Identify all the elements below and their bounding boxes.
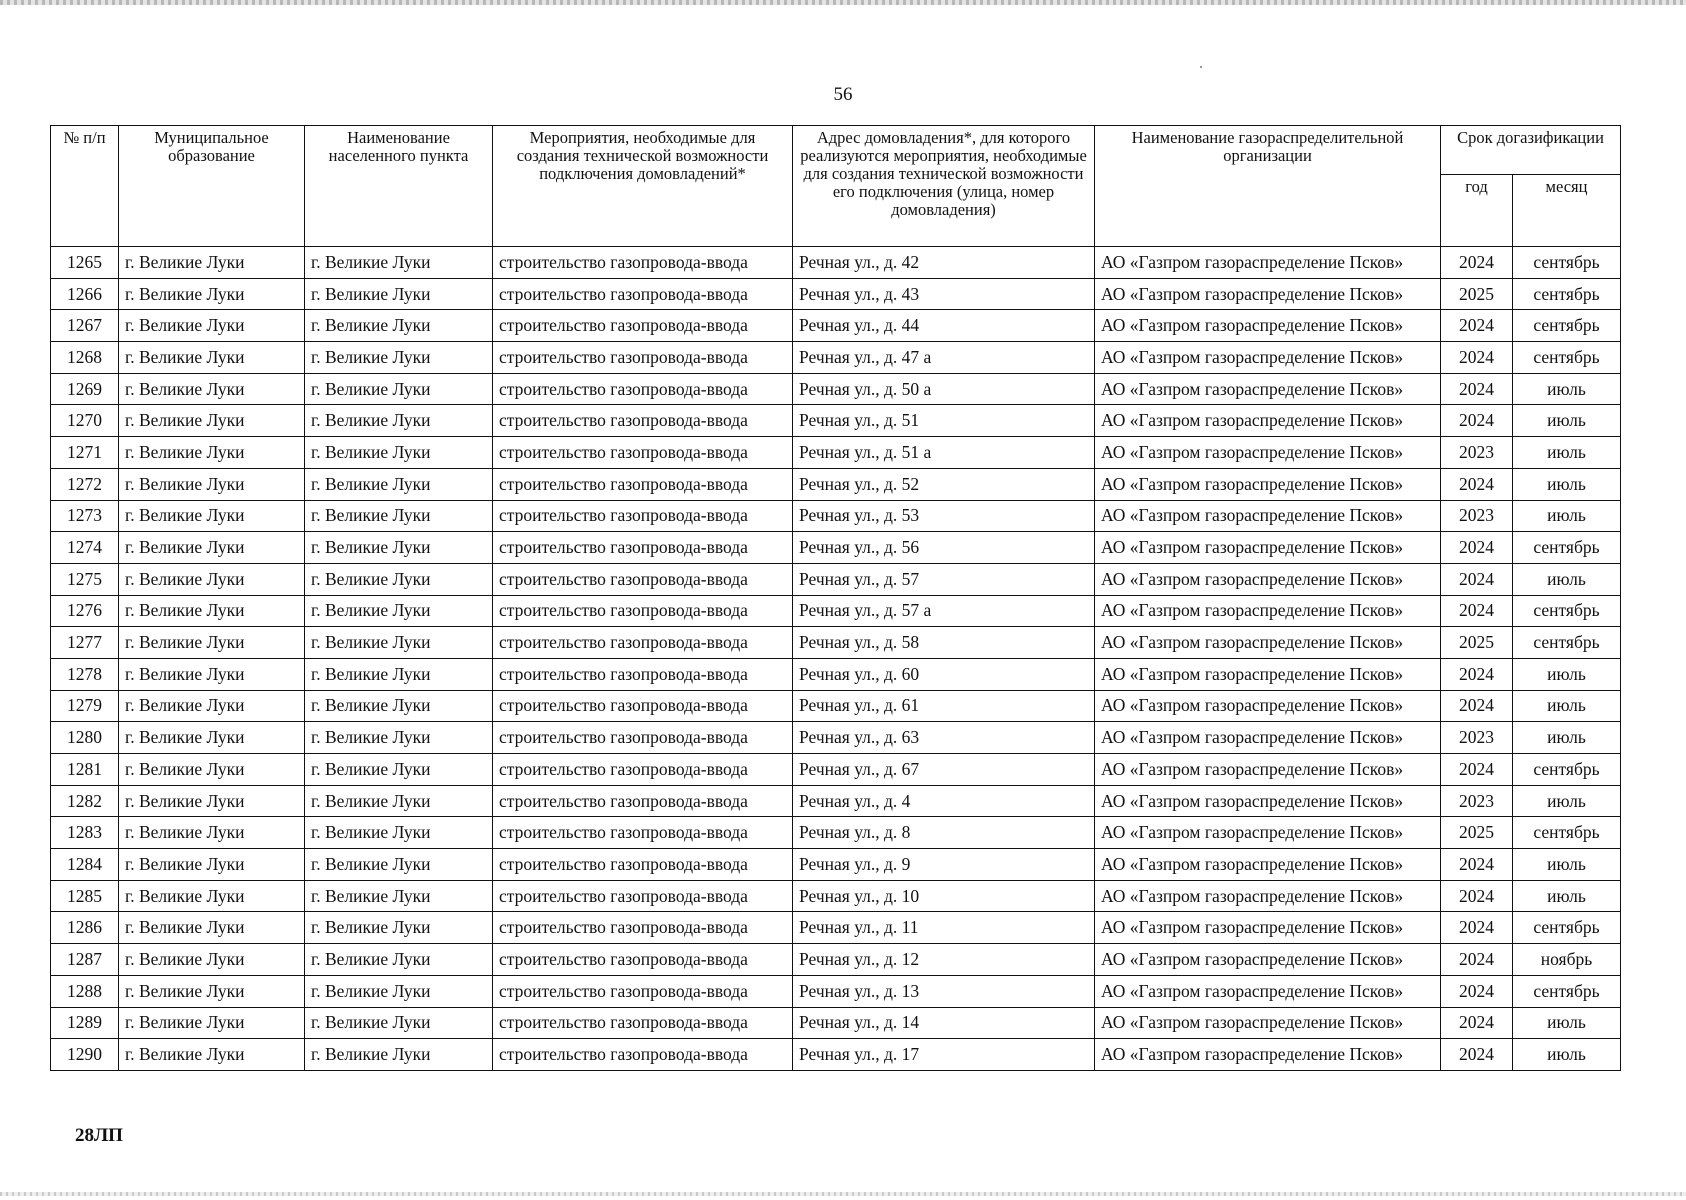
table-row bbox=[51, 944, 1621, 976]
cell-address: Речная ул., д. 56 bbox=[793, 532, 1095, 564]
cell-num: 1266 bbox=[51, 278, 119, 310]
cell-measure: строительство газопровода-ввода bbox=[493, 373, 793, 405]
cell-municipality: г. Великие Луки bbox=[119, 247, 305, 279]
cell-municipality: г. Великие Луки bbox=[119, 563, 305, 595]
cell-year: 2024 bbox=[1441, 975, 1513, 1007]
cell-year: 2024 bbox=[1441, 468, 1513, 500]
cell-month: июль bbox=[1513, 563, 1621, 595]
cell-municipality: г. Великие Луки bbox=[119, 817, 305, 849]
cell-settlement: г. Великие Луки bbox=[305, 690, 493, 722]
table-row bbox=[51, 247, 1621, 279]
header-deadline: Срок догазификации bbox=[1441, 126, 1621, 175]
cell-settlement: г. Великие Луки bbox=[305, 722, 493, 754]
cell-month: июль bbox=[1513, 500, 1621, 532]
cell-year: 2023 bbox=[1441, 785, 1513, 817]
cell-address: Речная ул., д. 51 bbox=[793, 405, 1095, 437]
cell-address: Речная ул., д. 53 bbox=[793, 500, 1095, 532]
cell-municipality: г. Великие Луки bbox=[119, 627, 305, 659]
table-row bbox=[51, 563, 1621, 595]
cell-month: июль bbox=[1513, 437, 1621, 469]
cell-municipality: г. Великие Луки bbox=[119, 595, 305, 627]
cell-measure: строительство газопровода-ввода bbox=[493, 690, 793, 722]
cell-month: сентябрь bbox=[1513, 975, 1621, 1007]
cell-settlement: г. Великие Луки bbox=[305, 975, 493, 1007]
cell-year: 2024 bbox=[1441, 912, 1513, 944]
cell-num: 1279 bbox=[51, 690, 119, 722]
cell-measure: строительство газопровода-ввода bbox=[493, 849, 793, 881]
cell-address: Речная ул., д. 43 bbox=[793, 278, 1095, 310]
cell-settlement: г. Великие Луки bbox=[305, 627, 493, 659]
cell-year: 2024 bbox=[1441, 405, 1513, 437]
cell-settlement: г. Великие Луки bbox=[305, 342, 493, 374]
cell-measure: строительство газопровода-ввода bbox=[493, 563, 793, 595]
cell-month: сентябрь bbox=[1513, 595, 1621, 627]
header-month: месяц bbox=[1513, 174, 1621, 246]
cell-address: Речная ул., д. 52 bbox=[793, 468, 1095, 500]
cell-month: сентябрь bbox=[1513, 817, 1621, 849]
cell-year: 2024 bbox=[1441, 310, 1513, 342]
cell-municipality: г. Великие Луки bbox=[119, 278, 305, 310]
cell-organization: АО «Газпром газораспределение Псков» bbox=[1095, 342, 1441, 374]
cell-year: 2024 bbox=[1441, 595, 1513, 627]
cell-municipality: г. Великие Луки bbox=[119, 754, 305, 786]
cell-settlement: г. Великие Луки bbox=[305, 880, 493, 912]
cell-year: 2025 bbox=[1441, 278, 1513, 310]
cell-year: 2023 bbox=[1441, 722, 1513, 754]
cell-year: 2024 bbox=[1441, 880, 1513, 912]
cell-organization: АО «Газпром газораспределение Псков» bbox=[1095, 627, 1441, 659]
cell-year: 2025 bbox=[1441, 627, 1513, 659]
cell-num: 1284 bbox=[51, 849, 119, 881]
cell-settlement: г. Великие Луки bbox=[305, 912, 493, 944]
cell-num: 1278 bbox=[51, 658, 119, 690]
cell-municipality: г. Великие Луки bbox=[119, 373, 305, 405]
cell-measure: строительство газопровода-ввода bbox=[493, 785, 793, 817]
table-row bbox=[51, 595, 1621, 627]
footer-code: 28ЛП bbox=[75, 1125, 123, 1146]
cell-measure: строительство газопровода-ввода bbox=[493, 817, 793, 849]
cell-settlement: г. Великие Луки bbox=[305, 785, 493, 817]
table-row bbox=[51, 817, 1621, 849]
table-row bbox=[51, 690, 1621, 722]
header-address: Адрес домовладения*, для которого реализуются мероприятия, необходимые для создания технической возможности его подключения (улица, номер домовладения) bbox=[793, 126, 1095, 247]
cell-municipality: г. Великие Луки bbox=[119, 690, 305, 722]
cell-num: 1280 bbox=[51, 722, 119, 754]
cell-municipality: г. Великие Луки bbox=[119, 468, 305, 500]
cell-year: 2024 bbox=[1441, 373, 1513, 405]
cell-municipality: г. Великие Луки bbox=[119, 1007, 305, 1039]
cell-organization: АО «Газпром газораспределение Псков» bbox=[1095, 754, 1441, 786]
table-row bbox=[51, 500, 1621, 532]
cell-organization: АО «Газпром газораспределение Псков» bbox=[1095, 437, 1441, 469]
cell-settlement: г. Великие Луки bbox=[305, 310, 493, 342]
cell-year: 2024 bbox=[1441, 1039, 1513, 1071]
cell-organization: АО «Газпром газораспределение Псков» bbox=[1095, 532, 1441, 564]
cell-month: ноябрь bbox=[1513, 944, 1621, 976]
cell-num: 1268 bbox=[51, 342, 119, 374]
cell-settlement: г. Великие Луки bbox=[305, 944, 493, 976]
cell-num: 1271 bbox=[51, 437, 119, 469]
cell-address: Речная ул., д. 60 bbox=[793, 658, 1095, 690]
cell-municipality: г. Великие Луки bbox=[119, 658, 305, 690]
cell-organization: АО «Газпром газораспределение Псков» bbox=[1095, 722, 1441, 754]
cell-measure: строительство газопровода-ввода bbox=[493, 975, 793, 1007]
cell-measure: строительство газопровода-ввода bbox=[493, 627, 793, 659]
table-row bbox=[51, 532, 1621, 564]
cell-month: сентябрь bbox=[1513, 754, 1621, 786]
table-row bbox=[51, 1039, 1621, 1071]
cell-address: Речная ул., д. 12 bbox=[793, 944, 1095, 976]
table-row bbox=[51, 373, 1621, 405]
cell-measure: строительство газопровода-ввода bbox=[493, 944, 793, 976]
cell-address: Речная ул., д. 17 bbox=[793, 1039, 1095, 1071]
cell-month: июль bbox=[1513, 405, 1621, 437]
table-row bbox=[51, 1007, 1621, 1039]
table-row bbox=[51, 754, 1621, 786]
cell-year: 2025 bbox=[1441, 817, 1513, 849]
cell-address: Речная ул., д. 44 bbox=[793, 310, 1095, 342]
cell-num: 1274 bbox=[51, 532, 119, 564]
cell-measure: строительство газопровода-ввода bbox=[493, 595, 793, 627]
header-year: год bbox=[1441, 174, 1513, 246]
cell-municipality: г. Великие Луки bbox=[119, 405, 305, 437]
cell-num: 1276 bbox=[51, 595, 119, 627]
cell-address: Речная ул., д. 51 а bbox=[793, 437, 1095, 469]
cell-measure: строительство газопровода-ввода bbox=[493, 754, 793, 786]
header-organization: Наименование газораспределительной организации bbox=[1095, 126, 1441, 247]
cell-month: июль bbox=[1513, 373, 1621, 405]
cell-organization: АО «Газпром газораспределение Псков» bbox=[1095, 1039, 1441, 1071]
cell-address: Речная ул., д. 8 bbox=[793, 817, 1095, 849]
cell-organization: АО «Газпром газораспределение Псков» bbox=[1095, 500, 1441, 532]
cell-year: 2024 bbox=[1441, 944, 1513, 976]
table-row bbox=[51, 437, 1621, 469]
table-row bbox=[51, 342, 1621, 374]
cell-address: Речная ул., д. 42 bbox=[793, 247, 1095, 279]
cell-measure: строительство газопровода-ввода bbox=[493, 468, 793, 500]
cell-municipality: г. Великие Луки bbox=[119, 437, 305, 469]
cell-address: Речная ул., д. 47 а bbox=[793, 342, 1095, 374]
cell-municipality: г. Великие Луки bbox=[119, 849, 305, 881]
cell-organization: АО «Газпром газораспределение Псков» bbox=[1095, 944, 1441, 976]
cell-num: 1286 bbox=[51, 912, 119, 944]
scan-edge-bottom bbox=[0, 1192, 1686, 1196]
cell-month: сентябрь bbox=[1513, 627, 1621, 659]
cell-num: 1273 bbox=[51, 500, 119, 532]
cell-settlement: г. Великие Луки bbox=[305, 278, 493, 310]
header-municipality: Муниципальное образование bbox=[119, 126, 305, 247]
cell-settlement: г. Великие Луки bbox=[305, 658, 493, 690]
header-measures: Мероприятия, необходимые для создания технической возможности подключения домовладений* bbox=[493, 126, 793, 247]
cell-month: сентябрь bbox=[1513, 247, 1621, 279]
cell-address: Речная ул., д. 14 bbox=[793, 1007, 1095, 1039]
cell-num: 1269 bbox=[51, 373, 119, 405]
cell-month: июль bbox=[1513, 722, 1621, 754]
cell-measure: строительство газопровода-ввода bbox=[493, 912, 793, 944]
cell-settlement: г. Великие Луки bbox=[305, 437, 493, 469]
cell-measure: строительство газопровода-ввода bbox=[493, 1007, 793, 1039]
table-row bbox=[51, 310, 1621, 342]
cell-organization: АО «Газпром газораспределение Псков» bbox=[1095, 278, 1441, 310]
cell-measure: строительство газопровода-ввода bbox=[493, 880, 793, 912]
cell-num: 1289 bbox=[51, 1007, 119, 1039]
cell-month: июль bbox=[1513, 849, 1621, 881]
cell-address: Речная ул., д. 57 bbox=[793, 563, 1095, 595]
table-row bbox=[51, 849, 1621, 881]
table-row bbox=[51, 658, 1621, 690]
cell-settlement: г. Великие Луки bbox=[305, 1007, 493, 1039]
scan-speck bbox=[1200, 66, 1202, 68]
header-settlement: Наименование населенного пункта bbox=[305, 126, 493, 247]
cell-month: сентябрь bbox=[1513, 342, 1621, 374]
table-row bbox=[51, 880, 1621, 912]
table-row bbox=[51, 785, 1621, 817]
cell-month: июль bbox=[1513, 1007, 1621, 1039]
cell-organization: АО «Газпром газораспределение Псков» bbox=[1095, 658, 1441, 690]
cell-measure: строительство газопровода-ввода bbox=[493, 437, 793, 469]
cell-year: 2023 bbox=[1441, 500, 1513, 532]
cell-organization: АО «Газпром газораспределение Псков» bbox=[1095, 373, 1441, 405]
cell-month: сентябрь bbox=[1513, 912, 1621, 944]
table-body bbox=[51, 247, 1621, 1071]
cell-num: 1290 bbox=[51, 1039, 119, 1071]
cell-municipality: г. Великие Луки bbox=[119, 532, 305, 564]
cell-num: 1275 bbox=[51, 563, 119, 595]
cell-address: Речная ул., д. 4 bbox=[793, 785, 1095, 817]
cell-num: 1270 bbox=[51, 405, 119, 437]
page-number: 56 bbox=[833, 84, 853, 105]
cell-organization: АО «Газпром газораспределение Псков» bbox=[1095, 468, 1441, 500]
cell-organization: АО «Газпром газораспределение Псков» bbox=[1095, 1007, 1441, 1039]
cell-measure: строительство газопровода-ввода bbox=[493, 247, 793, 279]
cell-num: 1277 bbox=[51, 627, 119, 659]
cell-address: Речная ул., д. 57 а bbox=[793, 595, 1095, 627]
cell-municipality: г. Великие Луки bbox=[119, 944, 305, 976]
cell-measure: строительство газопровода-ввода bbox=[493, 342, 793, 374]
cell-settlement: г. Великие Луки bbox=[305, 754, 493, 786]
cell-organization: АО «Газпром газораспределение Псков» bbox=[1095, 563, 1441, 595]
cell-settlement: г. Великие Луки bbox=[305, 500, 493, 532]
table-row bbox=[51, 722, 1621, 754]
cell-settlement: г. Великие Луки bbox=[305, 595, 493, 627]
cell-organization: АО «Газпром газораспределение Псков» bbox=[1095, 405, 1441, 437]
cell-month: июль bbox=[1513, 690, 1621, 722]
cell-num: 1285 bbox=[51, 880, 119, 912]
cell-num: 1287 bbox=[51, 944, 119, 976]
cell-organization: АО «Газпром газораспределение Псков» bbox=[1095, 975, 1441, 1007]
cell-municipality: г. Великие Луки bbox=[119, 310, 305, 342]
cell-address: Речная ул., д. 67 bbox=[793, 754, 1095, 786]
cell-settlement: г. Великие Луки bbox=[305, 247, 493, 279]
cell-year: 2024 bbox=[1441, 658, 1513, 690]
cell-municipality: г. Великие Луки bbox=[119, 975, 305, 1007]
table-row bbox=[51, 912, 1621, 944]
cell-num: 1272 bbox=[51, 468, 119, 500]
cell-year: 2024 bbox=[1441, 754, 1513, 786]
cell-settlement: г. Великие Луки bbox=[305, 1039, 493, 1071]
cell-organization: АО «Газпром газораспределение Псков» bbox=[1095, 310, 1441, 342]
cell-address: Речная ул., д. 63 bbox=[793, 722, 1095, 754]
cell-year: 2024 bbox=[1441, 247, 1513, 279]
cell-num: 1265 bbox=[51, 247, 119, 279]
cell-num: 1282 bbox=[51, 785, 119, 817]
cell-measure: строительство газопровода-ввода bbox=[493, 722, 793, 754]
cell-address: Речная ул., д. 58 bbox=[793, 627, 1095, 659]
cell-month: июль bbox=[1513, 1039, 1621, 1071]
gasification-table bbox=[50, 125, 1621, 1071]
cell-address: Речная ул., д. 13 bbox=[793, 975, 1095, 1007]
cell-settlement: г. Великие Луки bbox=[305, 373, 493, 405]
table-row bbox=[51, 975, 1621, 1007]
cell-address: Речная ул., д. 10 bbox=[793, 880, 1095, 912]
cell-address: Речная ул., д. 9 bbox=[793, 849, 1095, 881]
cell-year: 2024 bbox=[1441, 690, 1513, 722]
table-row bbox=[51, 278, 1621, 310]
table-row bbox=[51, 405, 1621, 437]
cell-year: 2024 bbox=[1441, 849, 1513, 881]
cell-settlement: г. Великие Луки bbox=[305, 563, 493, 595]
cell-measure: строительство газопровода-ввода bbox=[493, 405, 793, 437]
cell-organization: АО «Газпром газораспределение Псков» bbox=[1095, 785, 1441, 817]
table-row bbox=[51, 627, 1621, 659]
cell-municipality: г. Великие Луки bbox=[119, 912, 305, 944]
cell-year: 2024 bbox=[1441, 563, 1513, 595]
cell-organization: АО «Газпром газораспределение Псков» bbox=[1095, 880, 1441, 912]
cell-month: июль bbox=[1513, 468, 1621, 500]
cell-measure: строительство газопровода-ввода bbox=[493, 1039, 793, 1071]
header-num: № п/п bbox=[51, 126, 119, 247]
cell-municipality: г. Великие Луки bbox=[119, 1039, 305, 1071]
cell-address: Речная ул., д. 11 bbox=[793, 912, 1095, 944]
cell-measure: строительство газопровода-ввода bbox=[493, 658, 793, 690]
cell-year: 2024 bbox=[1441, 342, 1513, 374]
cell-num: 1283 bbox=[51, 817, 119, 849]
cell-num: 1281 bbox=[51, 754, 119, 786]
cell-year: 2023 bbox=[1441, 437, 1513, 469]
cell-measure: строительство газопровода-ввода bbox=[493, 500, 793, 532]
cell-month: июль bbox=[1513, 658, 1621, 690]
cell-address: Речная ул., д. 50 а bbox=[793, 373, 1095, 405]
cell-num: 1288 bbox=[51, 975, 119, 1007]
table-row bbox=[51, 468, 1621, 500]
cell-municipality: г. Великие Луки bbox=[119, 500, 305, 532]
cell-municipality: г. Великие Луки bbox=[119, 880, 305, 912]
cell-organization: АО «Газпром газораспределение Псков» bbox=[1095, 817, 1441, 849]
cell-measure: строительство газопровода-ввода bbox=[493, 278, 793, 310]
cell-address: Речная ул., д. 61 bbox=[793, 690, 1095, 722]
cell-organization: АО «Газпром газораспределение Псков» bbox=[1095, 849, 1441, 881]
cell-month: июль bbox=[1513, 785, 1621, 817]
cell-measure: строительство газопровода-ввода bbox=[493, 532, 793, 564]
cell-organization: АО «Газпром газораспределение Псков» bbox=[1095, 690, 1441, 722]
cell-measure: строительство газопровода-ввода bbox=[493, 310, 793, 342]
cell-settlement: г. Великие Луки bbox=[305, 817, 493, 849]
cell-organization: АО «Газпром газораспределение Псков» bbox=[1095, 247, 1441, 279]
cell-year: 2024 bbox=[1441, 532, 1513, 564]
cell-month: июль bbox=[1513, 880, 1621, 912]
cell-organization: АО «Газпром газораспределение Псков» bbox=[1095, 912, 1441, 944]
cell-organization: АО «Газпром газораспределение Псков» bbox=[1095, 595, 1441, 627]
cell-settlement: г. Великие Луки bbox=[305, 532, 493, 564]
cell-municipality: г. Великие Луки bbox=[119, 722, 305, 754]
cell-settlement: г. Великие Луки bbox=[305, 468, 493, 500]
scan-edge-top bbox=[0, 0, 1686, 5]
cell-municipality: г. Великие Луки bbox=[119, 342, 305, 374]
cell-municipality: г. Великие Луки bbox=[119, 785, 305, 817]
cell-settlement: г. Великие Луки bbox=[305, 849, 493, 881]
cell-settlement: г. Великие Луки bbox=[305, 405, 493, 437]
cell-num: 1267 bbox=[51, 310, 119, 342]
cell-month: сентябрь bbox=[1513, 310, 1621, 342]
cell-month: сентябрь bbox=[1513, 278, 1621, 310]
cell-year: 2024 bbox=[1441, 1007, 1513, 1039]
cell-month: сентябрь bbox=[1513, 532, 1621, 564]
